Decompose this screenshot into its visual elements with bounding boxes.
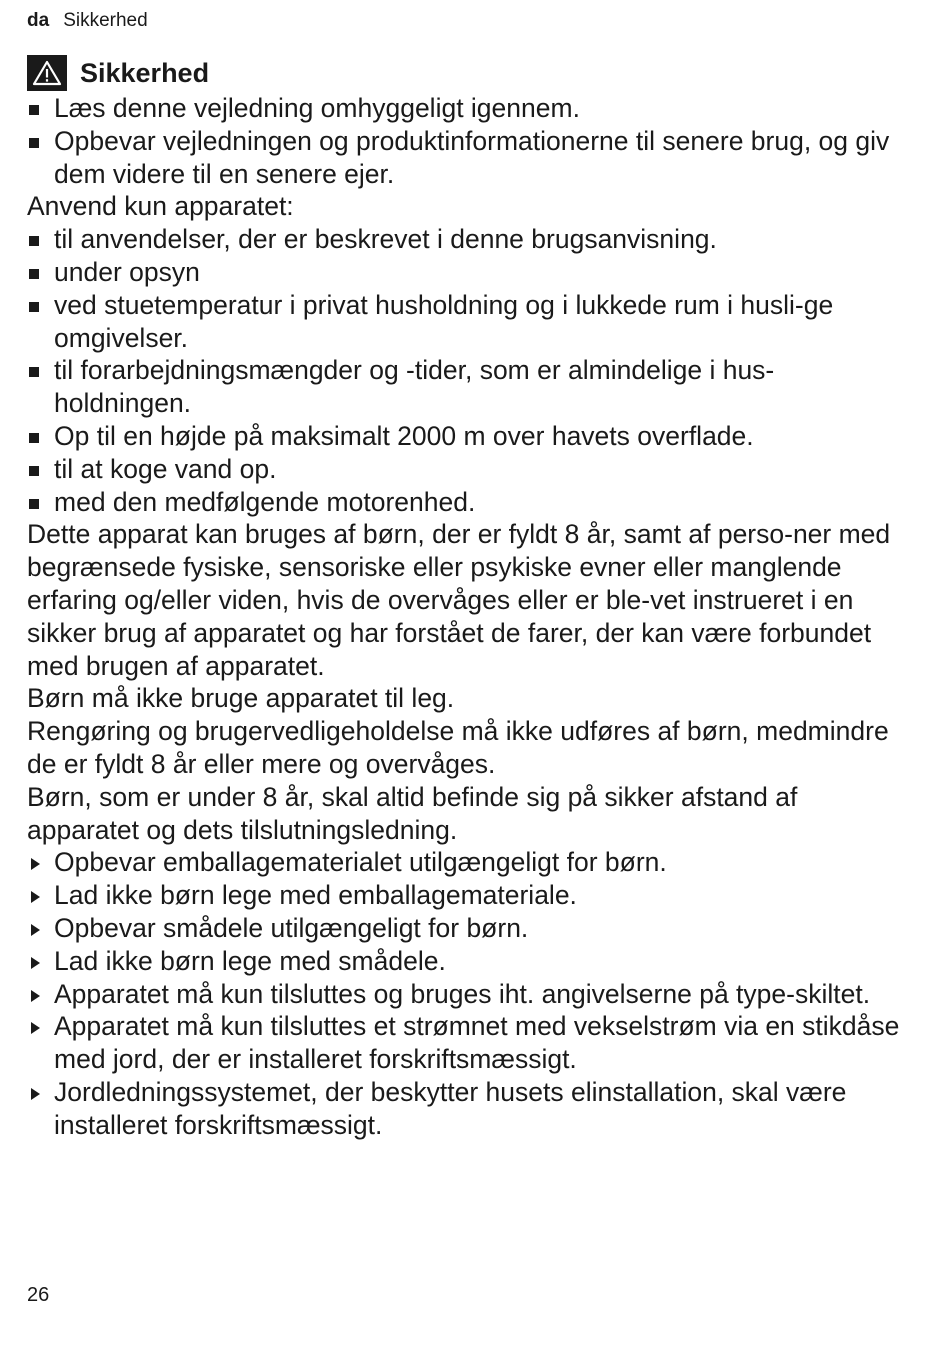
- action-item: Apparatet må kun tilsluttes et strømnet med vekselstrøm via en stikdåse med jord, der er installeret forskriftsmæssigt.: [27, 1010, 907, 1076]
- action-item: Opbevar smådele utilgængeligt for børn.: [27, 912, 907, 945]
- list-item: ved stuetemperatur i privat husholdning og i lukkede rum i husli-ge omgivelser.: [27, 289, 907, 355]
- list-item: til forarbejdningsmængder og -tider, som er almindelige i hus-holdningen.: [27, 354, 907, 420]
- main-content: [27, 54, 907, 1142]
- list-item: med den medfølgende motorenhed.: [27, 486, 907, 519]
- list-item: under opsyn: [27, 256, 907, 289]
- paragraph-no-play: Børn må ikke bruge apparatet til leg.: [27, 683, 455, 714]
- use-heading: Anvend kun apparatet:: [27, 191, 294, 222]
- paragraph-distance: Børn, som er under 8 år, skal altid befinde sig på sikker afstand af apparatet og dets tilslutningsledning.: [27, 781, 798, 845]
- list-item: Op til en højde på maksimalt 2000 m over havets overflade.: [27, 420, 907, 453]
- action-list: [27, 846, 907, 1141]
- paragraph-children: Dette apparat kan bruges af børn, der er fyldt 8 år, samt af perso-ner med begrænsede fysiske, sensoriske eller psykiske evner eller manglende erfaring og/eller viden, hvis de overvåges eller er ble-vet instrueret i en sikker brug af apparatet og har forstået de farer, der kan være forbundet med brugen af apparatet.: [27, 519, 891, 681]
- page-number: 26: [27, 1284, 50, 1306]
- action-item: Lad ikke børn lege med smådele.: [27, 945, 907, 978]
- section-name: Sikkerhed: [63, 10, 148, 31]
- section-title: [27, 54, 907, 92]
- list-item: Opbevar vejledningen og produktinformationerne til senere brug, og giv dem videre til en senere ejer.: [27, 125, 907, 191]
- action-item: Lad ikke børn lege med emballagemateriale.: [27, 879, 907, 912]
- intro-list: [27, 92, 907, 190]
- list-item: til at koge vand op.: [27, 453, 907, 486]
- list-item: Læs denne vejledning omhyggeligt igennem.: [27, 92, 907, 125]
- list-item: til anvendelser, der er beskrevet i denne brugsanvisning.: [27, 223, 907, 256]
- paragraph-cleaning: Rengøring og brugervedligeholdelse må ikke udføres af børn, medmindre de er fyldt 8 år eller mere og overvåges.: [27, 716, 889, 779]
- action-item: Apparatet må kun tilsluttes og bruges iht. angivelserne på type-skiltet.: [27, 978, 907, 1011]
- language-code: da: [27, 10, 50, 31]
- use-list: [27, 223, 907, 518]
- page-title: Sikkerhed: [80, 58, 210, 88]
- page-header: [27, 9, 148, 33]
- warning-triangle-icon: [27, 55, 67, 91]
- action-item: Opbevar emballagematerialet utilgængeligt for børn.: [27, 846, 907, 879]
- action-item: Jordledningssystemet, der beskytter husets elinstallation, skal være installeret forskriftsmæssigt.: [27, 1076, 907, 1142]
